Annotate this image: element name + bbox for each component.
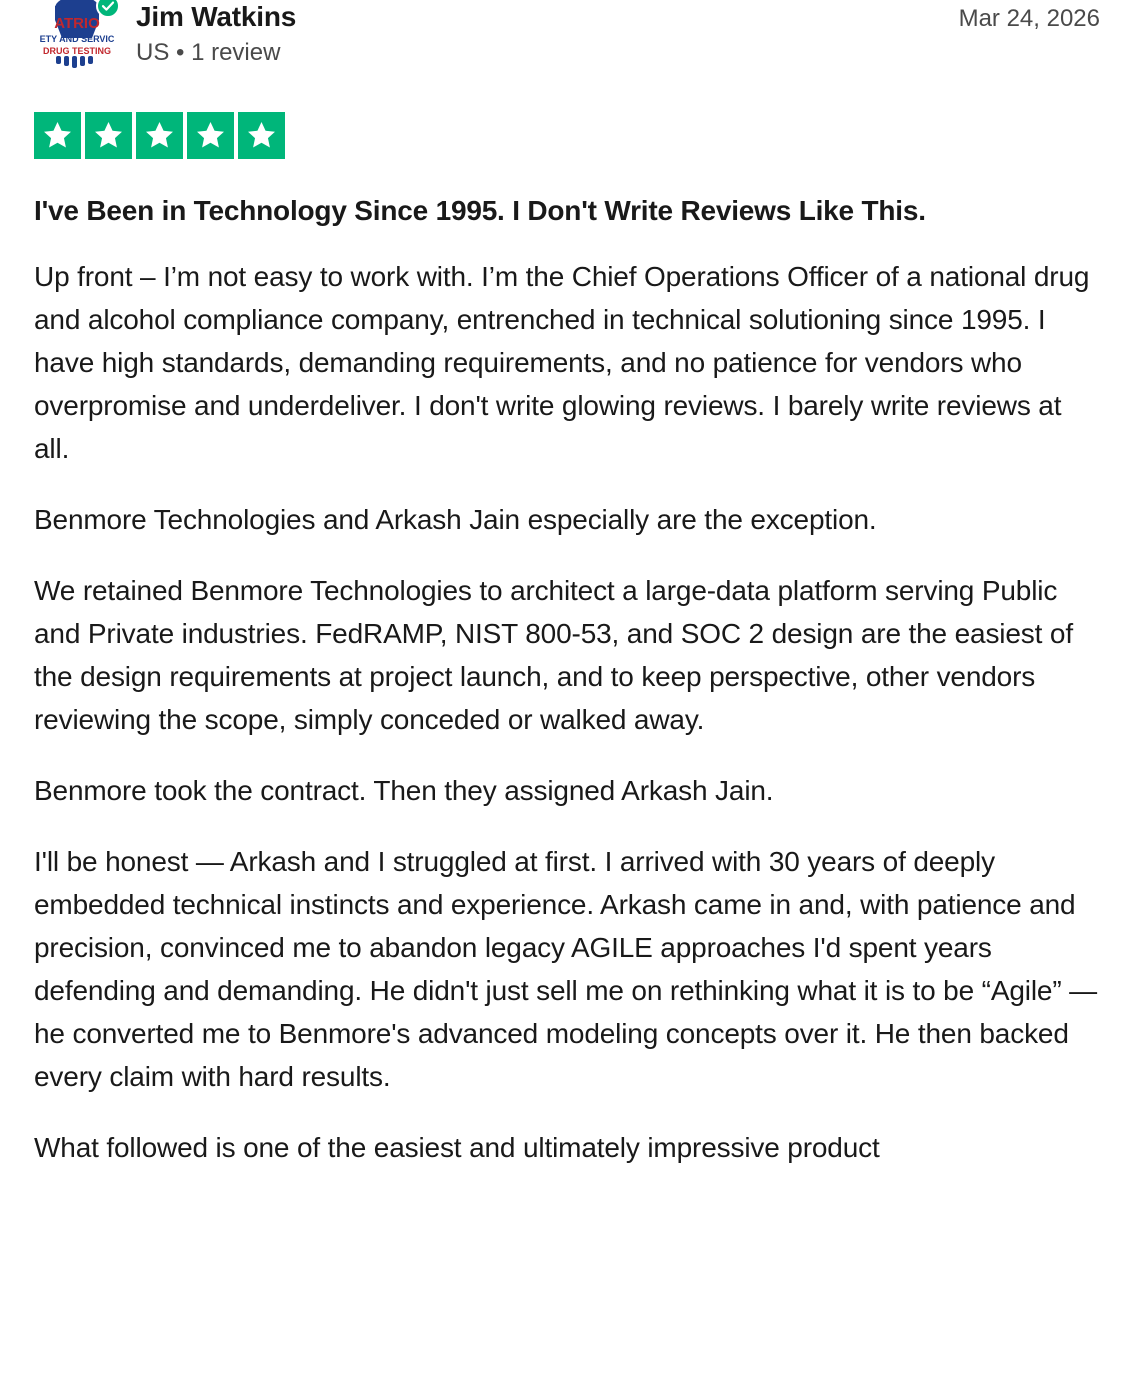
star-icon-4 xyxy=(187,112,234,159)
star-rating xyxy=(34,112,1100,159)
avatar[interactable] xyxy=(34,0,120,68)
svg-text:ATRIO: ATRIO xyxy=(54,15,100,32)
review-body xyxy=(34,255,1100,1169)
review-paragraph: What followed is one of the easiest and ultimately impressive product xyxy=(34,1132,880,1163)
star-icon-2 xyxy=(85,112,132,159)
reviewer-info[interactable] xyxy=(34,0,296,68)
svg-text:ETY AND SERVIC: ETY AND SERVIC xyxy=(39,34,115,44)
review-paragraph: Up front – I’m not easy to work with. I’m the Chief Operations Officer of a national drug and alcohol compliance company, entrenched in technical solutioning since 1995. I have high standards, demanding requirements, and no patience for vendors who overpromise and underdeliver. I don't write glowing reviews. I barely write reviews at all. xyxy=(34,261,1090,464)
review-paragraph: Benmore Technologies and Arkash Jain especially are the exception. xyxy=(34,504,877,535)
reviewer-name[interactable]: Jim Watkins xyxy=(136,1,297,32)
reviewer-meta: US • 1 review xyxy=(136,39,281,66)
svg-text:DRUG TESTING: DRUG TESTING xyxy=(42,46,112,56)
star-icon-5 xyxy=(238,112,285,159)
review-title: I've Been in Technology Since 1995. I Don't Write Reviews Like This. xyxy=(34,195,926,226)
review-header xyxy=(34,0,1100,90)
star-icon-1 xyxy=(34,112,81,159)
reviewer-text xyxy=(136,0,296,68)
review-date: Mar 24, 2026 xyxy=(958,5,1100,32)
review-paragraph: We retained Benmore Technologies to architect a large-data platform serving Public and Private industries. FedRAMP, NIST 800-53, and SOC 2 design are the easiest of the design requirements at project launch, and to keep perspective, other vendors reviewing the scope, simply conceded or walked away. xyxy=(34,575,1073,735)
star-icon-3 xyxy=(136,112,183,159)
review-paragraph: Benmore took the contract. Then they assigned Arkash Jain. xyxy=(34,775,774,806)
review-paragraph: I'll be honest — Arkash and I struggled at first. I arrived with 30 years of deeply embedded technical instincts and experience. Arkash came in and, with patience and precision, convinced me to abandon legacy AGILE approaches I'd spent years defending and demanding. He didn't just sell me on rethinking what it is to be “Agile” — he converted me to Benmore's advanced modeling concepts over it. He then backed every claim with hard results. xyxy=(34,846,1097,1092)
